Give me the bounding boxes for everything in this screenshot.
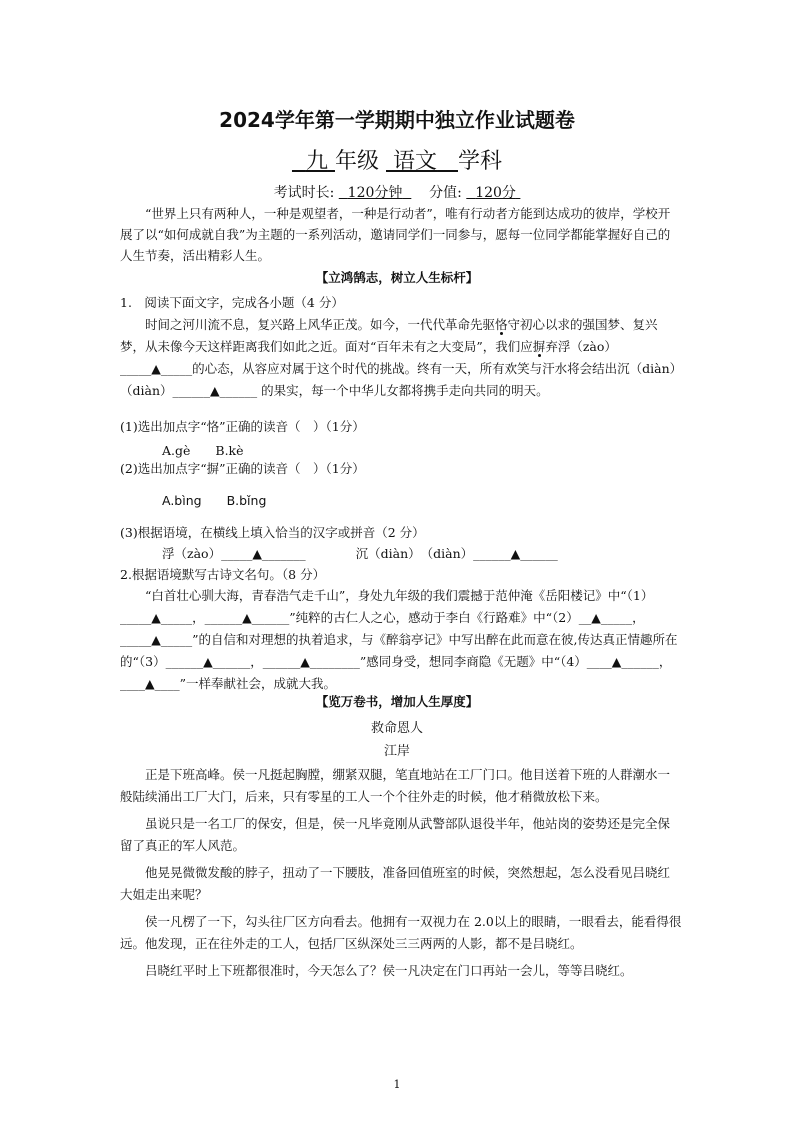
story-author: 江岸 <box>383 744 410 759</box>
story-paragraph: 侯一凡楞了一下，勾头往厂区方向看去。他拥有一双视力在 2.0以上的眼睛，一眼看去，能看得很远。他发现，正在往外走的工人，包括厂区纵深处三三两两的人影，都不是吕晓红。 <box>120 914 682 951</box>
q1-3-line: 浮（zào）_____▲_______ 沉（diàn） （diàn）______▲______ <box>162 546 558 561</box>
story-title: 救命恩人 <box>370 721 423 736</box>
story-paragraph: 吕晓红平时上下班都很准时，今天怎么了？侯一凡决定在门口再站一会儿，等等吕晓红。 <box>145 963 633 978</box>
grade-value: 九 <box>305 149 328 174</box>
q1-3: (3)根据语境，在横线上填入恰当的汉字或拼音（2 分） <box>120 525 425 540</box>
grade-subject-line <box>0 144 794 175</box>
subject-value: 语文 <box>393 149 438 174</box>
q1-1: (1)选出加点字“恪”正确的读音（ ）（1分） <box>120 419 365 434</box>
time-value: 120分钟 <box>347 185 403 201</box>
q1-2-options: A.bìng B.bǐng <box>162 493 267 508</box>
section2-heading: 【览万卷书，增加人生厚度】 <box>315 694 479 709</box>
score-value: 120分 <box>475 185 516 201</box>
exam-title: 2024学年第一学期期中独立作业试题卷 <box>219 108 575 132</box>
q1-2: (2)选出加点字“摒”正确的读音（ ）（1分） <box>120 461 365 476</box>
story-paragraph: 正是下班高峰。侯一凡挺起胸膛，绷紧双腿，笔直地站在工厂门口。他目送着下班的人群潮水一般陆续涌出工厂大门，后来，只有零星的工人一个个往外走的时候，他才稍微放松下来。 <box>120 767 671 804</box>
time-label: 考试时长: <box>273 185 335 201</box>
exam-meta <box>0 182 794 202</box>
score-label: 分值: <box>429 185 462 201</box>
grade-label: 年级 <box>334 149 379 174</box>
story-paragraph: 他晃晃微微发酸的脖子，扭动了一下腰肢，准备回值班室的时候，突然想起，怎么没看见吕晓红大姐走出来呢？ <box>120 865 671 902</box>
q1-stem: 1. 阅读下面文字，完成各小题（4 分） <box>120 295 344 310</box>
story-body <box>120 764 682 982</box>
q1-passage: 时间之河川流不息，复兴路上风华正茂。如今，一代代革命先驱恪守初心以求的强国梦、复兴梦，从未像今天这样距离我们如此之近。面对“百年未有之大变局”，我们应摒弃浮（zào）_____▲_____的心态，从容应对属于这个时代的挑战。终有一天，所有欢笑与汗水将会结出沉（diàn） （diàn）______▲______ 的果实，每一个中华儿女都将携手走向共同的明天。 <box>120 317 689 398</box>
q2-stem: 2.根据语境默写古诗文名句。（8 分） <box>120 567 326 582</box>
section1-heading: 【立鸿鹄志，树立人生标杆】 <box>315 270 479 285</box>
q2-text: “白首壮心驯大海，青春浩气走千山”，身处九年级的我们震撼于范仲淹《岳阳楼记》中“（1）_____▲_____，______▲______”纯粹的古仁人之心，感动于李白《行路难》中“（2）__▲_____，_____▲_____”的自信和对理想的执着追求，与《醉翁亭记》中写出醉在此而意在彼,传达真正情趣所在的“（3）______▲______，______▲________”感同身受，想同李商隐《无题》中“（4）____▲______，____▲____”一样奉献社会，成就大我。 <box>120 588 678 691</box>
page-number: 1 <box>393 1078 401 1091</box>
intro-paragraph: “世界上只有两种人，一种是观望者，一种是行动者”，唯有行动者方能到达成功的彼岸，学校开展了以“如何成就自我”为主题的一系列活动，邀请同学们一同参与，愿每一位同学都能掌握好自己的人生节奏，活出精彩人生。 <box>120 206 671 263</box>
q1-1-options: A.gè B.kè <box>162 443 244 458</box>
dotted-char-ge: 恪 <box>495 317 508 332</box>
dotted-char-bing: 摒 <box>532 339 546 354</box>
story-paragraph: 虽说只是一名工厂的保安，但是，侯一凡毕竟刚从武警部队退役半年，他站岗的姿势还是完全保留了真正的军人风范。 <box>120 816 671 853</box>
subject-label: 学科 <box>458 149 503 174</box>
